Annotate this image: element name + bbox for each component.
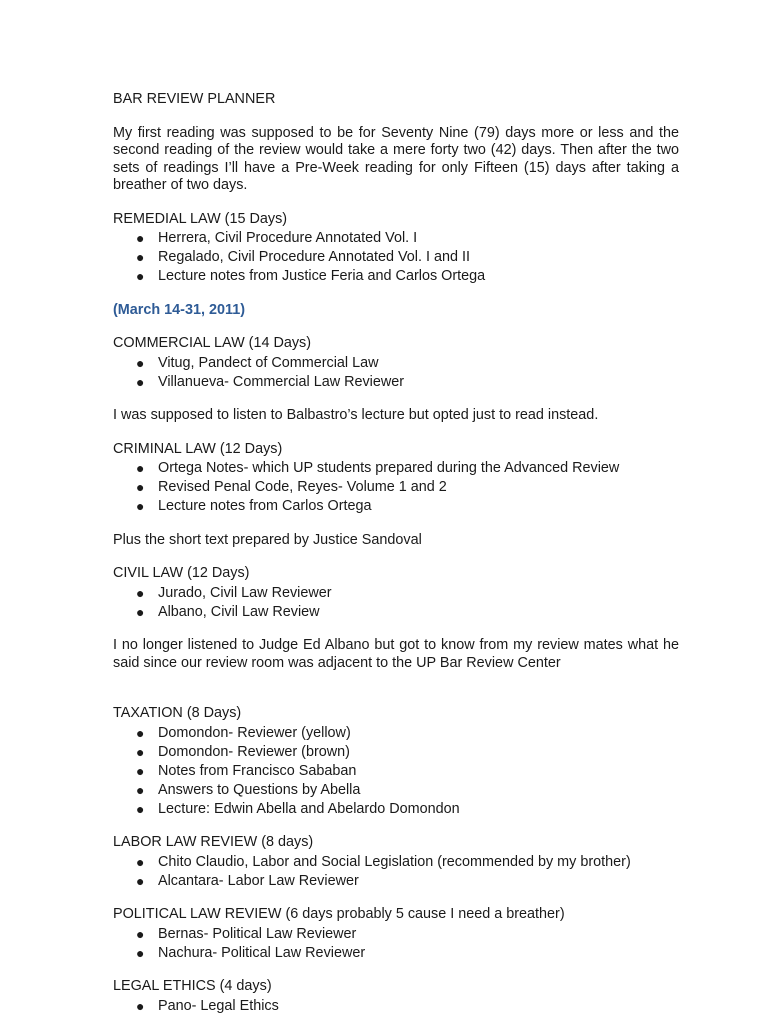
bullet-icon: ● bbox=[136, 460, 145, 476]
bullet-list bbox=[113, 230, 679, 286]
bullet-icon: ● bbox=[136, 762, 145, 779]
section-heading: POLITICAL LAW REVIEW (6 days probably 5 cause I need a breather) bbox=[113, 906, 565, 922]
date-range-heading: (March 14-31, 2011) bbox=[113, 301, 245, 318]
bullet-icon: ● bbox=[136, 230, 145, 246]
section-remedial-law bbox=[113, 211, 679, 286]
section-criminal-law bbox=[113, 441, 679, 516]
list-item: ● Alcantara- Labor Law Reviewer bbox=[136, 872, 359, 889]
bullet-list bbox=[113, 926, 679, 963]
section-civil-law bbox=[113, 565, 679, 621]
section-taxation bbox=[113, 705, 679, 818]
section-labor-law bbox=[113, 834, 679, 890]
note-commercial: I was supposed to listen to Balbastro’s lecture but opted just to read instead. bbox=[113, 407, 599, 423]
section-heading: COMMERCIAL LAW (14 Days) bbox=[113, 335, 312, 351]
bullet-icon: ● bbox=[136, 373, 145, 390]
bullet-icon: ● bbox=[136, 872, 145, 889]
section-legal-ethics bbox=[113, 978, 679, 1015]
section-heading: CIVIL LAW (12 Days) bbox=[113, 565, 250, 581]
list-item: ● Notes from Francisco Sababan bbox=[136, 762, 357, 779]
list-item: ● Chito Claudio, Labor and Social Legislation (recommended by my brother) bbox=[136, 853, 631, 870]
intro-paragraph: My first reading was supposed to be for Seventy Nine (79) days more or less and the second reading of the review would take a mere forty two (42) days. Then after the two sets of readings I’ll have a Pre-Week reading for only Fifteen (15) days after taking a breather of two days. bbox=[113, 124, 679, 193]
list-item: ● Vitug, Pandect of Commercial Law bbox=[136, 354, 379, 371]
bullet-icon: ● bbox=[136, 249, 145, 265]
bullet-icon: ● bbox=[136, 997, 145, 1014]
list-item: ● Domondon- Reviewer (brown) bbox=[136, 743, 350, 760]
bullet-icon: ● bbox=[136, 724, 145, 741]
list-item: ● Pano- Legal Ethics bbox=[136, 997, 279, 1014]
list-item: ● Regalado, Civil Procedure Annotated Vol. I and II bbox=[136, 249, 470, 265]
list-item: ● Ortega Notes- which UP students prepared during the Advanced Review bbox=[136, 460, 620, 476]
bullet-icon: ● bbox=[136, 354, 145, 371]
list-item: ● Revised Penal Code, Reyes- Volume 1 and 2 bbox=[136, 479, 447, 495]
bullet-icon: ● bbox=[136, 603, 145, 620]
section-political-law bbox=[113, 906, 679, 962]
note-criminal: Plus the short text prepared by Justice Sandoval bbox=[113, 531, 422, 548]
section-heading: LEGAL ETHICS (4 days) bbox=[113, 978, 272, 994]
bullet-icon: ● bbox=[136, 584, 145, 601]
bullet-list bbox=[113, 460, 679, 516]
list-item: ● Domondon- Reviewer (yellow) bbox=[136, 724, 351, 741]
bullet-list bbox=[113, 585, 679, 622]
list-item: ● Nachura- Political Law Reviewer bbox=[136, 944, 366, 961]
bullet-icon: ● bbox=[136, 743, 145, 760]
bullet-icon: ● bbox=[136, 479, 145, 495]
section-heading: REMEDIAL LAW (15 Days) bbox=[113, 210, 288, 227]
list-item: ● Jurado, Civil Law Reviewer bbox=[136, 584, 332, 601]
bullet-list bbox=[113, 355, 679, 392]
section-heading: CRIMINAL LAW (12 Days) bbox=[113, 440, 283, 457]
bullet-icon: ● bbox=[136, 781, 145, 798]
document-page bbox=[113, 91, 679, 1031]
list-item: ● Lecture notes from Justice Feria and Carlos Ortega bbox=[136, 268, 486, 284]
list-item: ● Lecture: Edwin Abella and Abelardo Domondon bbox=[136, 800, 460, 817]
note-civil: I no longer listened to Judge Ed Albano but got to know from my review mates what he said since our review room was adjacent to the UP Bar Review Center bbox=[113, 637, 679, 671]
bullet-icon: ● bbox=[136, 944, 145, 961]
section-heading: LABOR LAW REVIEW (8 days) bbox=[113, 834, 314, 850]
list-item: ● Albano, Civil Law Review bbox=[136, 603, 320, 620]
bullet-icon: ● bbox=[136, 498, 145, 514]
list-item: ● Answers to Questions by Abella bbox=[136, 781, 361, 798]
section-heading: TAXATION (8 Days) bbox=[113, 705, 242, 721]
bullet-icon: ● bbox=[136, 268, 145, 284]
bullet-icon: ● bbox=[136, 925, 145, 942]
section-commercial-law bbox=[113, 335, 679, 391]
bullet-list bbox=[113, 854, 679, 891]
list-item: ● Herrera, Civil Procedure Annotated Vol. I bbox=[136, 230, 418, 246]
bullet-icon: ● bbox=[136, 800, 145, 817]
list-item: ● Bernas- Political Law Reviewer bbox=[136, 925, 357, 942]
bullet-list bbox=[113, 998, 679, 1016]
list-item: ● Villanueva- Commercial Law Reviewer bbox=[136, 373, 405, 390]
document-title: BAR REVIEW PLANNER bbox=[113, 91, 276, 107]
bullet-list bbox=[113, 725, 679, 819]
bullet-icon: ● bbox=[136, 853, 145, 870]
blank-line bbox=[113, 688, 679, 705]
list-item: ● Lecture notes from Carlos Ortega bbox=[136, 498, 372, 514]
